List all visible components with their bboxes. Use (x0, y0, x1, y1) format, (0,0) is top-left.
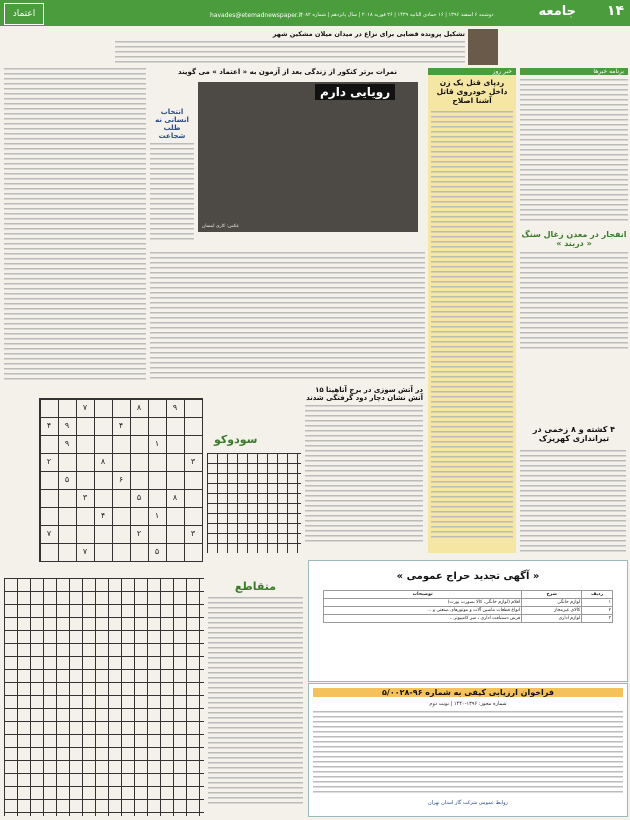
feature-sub-text (150, 143, 194, 243)
sudoku-given-digit: ۲ (46, 457, 52, 466)
sudoku-given-digit: ۵ (136, 493, 142, 502)
feature-text (150, 252, 425, 382)
table-row: ۲ کالای غیرمجاز انواع قطعات ماشین آلات و موتورهای صنعتی و ... (324, 607, 613, 615)
sudoku-given-digit: ۳ (190, 457, 196, 466)
sudoku-given-digit: ۳ (82, 493, 88, 502)
author-photo (468, 29, 498, 65)
table-row: ۱ لوازم خانگی اقلام (لوازم خانگی، کالا بصورت پورت) (324, 599, 613, 607)
news-of-day-text (431, 111, 513, 541)
section-title: جامعه (538, 4, 576, 19)
newspaper-logo: اعتماد (4, 3, 44, 25)
sudoku-given-digit: ۴ (118, 421, 124, 430)
photo-caption: عکس: کاری اینسان (202, 224, 240, 229)
auction-ad-title: « آگهی تجدید حراج عمومی » (396, 571, 540, 582)
sudoku-given-digit: ۱ (154, 511, 160, 520)
mine-explosion-text (520, 252, 628, 352)
kahrizak-headline: ۴ کشته و ۸ زخمی در تیراندازی کهریزک (532, 425, 616, 443)
right-column-label: برنامه خبرها (520, 68, 628, 75)
right-column-text (520, 79, 628, 224)
news-of-day-column (428, 68, 516, 553)
sudoku-given-digit: ۳ (190, 529, 196, 538)
sudoku-title: سودوکو (214, 433, 258, 446)
crossword-title: متقاطع (234, 580, 277, 593)
crossword-grid[interactable] (4, 578, 204, 816)
sudoku-given-digit: ۴ (46, 421, 52, 430)
sudoku-grid[interactable] (39, 398, 203, 562)
feature-story (150, 68, 425, 248)
kahrizak-text (520, 450, 626, 555)
tender-title: فراخوان ارزیابی کیفی به شماره ۹۶-۵/۰۰۲۸ (313, 688, 623, 697)
sudoku-mini-grid[interactable] (207, 453, 301, 553)
left-column-text (4, 68, 146, 380)
bottom-story (305, 386, 423, 556)
sudoku-given-digit: ۲ (136, 529, 142, 538)
sudoku-given-digit: ۹ (64, 421, 70, 430)
crossword-clues (208, 580, 303, 818)
bottom-story-text (305, 405, 423, 545)
auction-ad (308, 560, 628, 682)
tender-notice (308, 683, 628, 817)
auction-table (323, 590, 613, 623)
news-of-day-headline: ردپای قتل یک زن داخل خودروی قاتل آشنا اصلاح (436, 78, 508, 105)
bottom-story-headline: در آتش سوزی در برج آتاهیتا ۱۵ آتش نشان دچار دود گرفتگی شدند (306, 386, 423, 402)
sudoku-given-digit: ۷ (82, 403, 88, 412)
sudoku-given-digit: ۵ (154, 547, 160, 556)
sudoku-given-digit: ۵ (64, 475, 70, 484)
table-header-row: ردیف (582, 591, 613, 599)
table-row: ۳ لوازم اداری فرش دستبافت اداری ، میز کامپیوتر... (324, 615, 613, 623)
crossword-clue-text (208, 597, 303, 807)
sudoku-given-digit: ۴ (100, 511, 106, 520)
feature-headline: رویایی دارم (315, 84, 395, 100)
sudoku-given-digit: ۸ (100, 457, 106, 466)
sudoku-given-digit: ۷ (82, 547, 88, 556)
mine-explosion-headline: انفجار در معدن زغال سنگ « دربند » (521, 230, 627, 248)
top-story (115, 30, 465, 62)
right-column (520, 68, 628, 353)
tender-sponsor: روابط عمومی شرکت گاز استان تهران (428, 800, 508, 806)
top-story-title: تشکیل پرونده قضایی برای نزاع در میدان میلان مشکین شهر (272, 30, 465, 38)
feature-sub: انتخاب انسانی نه طلب شجاعت (155, 108, 189, 140)
feature-kicker: نمرات برتر کنکور از زندگی بعد از آزمون به « اعتماد » می گویند (178, 68, 397, 76)
sudoku-given-digit: ۸ (136, 403, 142, 412)
news-of-day-label: خبر روز (428, 68, 516, 75)
sudoku-given-digit: ۸ (172, 493, 178, 502)
feature-photo (198, 82, 418, 232)
sudoku-given-digit: ۶ (118, 475, 124, 484)
tender-subtitle: شماره مجوز: ۱۳۹۶-۱۴۴۰ | نوبت دوم (429, 701, 507, 707)
page-number: ۱۴ (606, 3, 624, 19)
date-line: دوشنبه ۶ اسفند ۱۳۹۶ | ۱۶ جمادی الثانیه ۱۴۳۹ | ۲۶ فوریه ۲۰۱۸ | سال پانزدهم | شماره ۴۰۸۲ (300, 12, 494, 18)
sudoku-area (4, 393, 304, 578)
table-header-notes: توضیحات (324, 591, 522, 599)
sudoku-given-digit: ۷ (46, 529, 52, 538)
top-story-body (115, 41, 465, 63)
sudoku-given-digit: ۱ (154, 439, 160, 448)
tender-text (313, 711, 623, 796)
sudoku-given-digit: ۹ (172, 403, 178, 412)
sudoku-given-digit: ۹ (64, 439, 70, 448)
table-header-desc: شرح (522, 591, 582, 599)
section-email[interactable]: havades@etemadnewspaper.ir (210, 12, 303, 19)
